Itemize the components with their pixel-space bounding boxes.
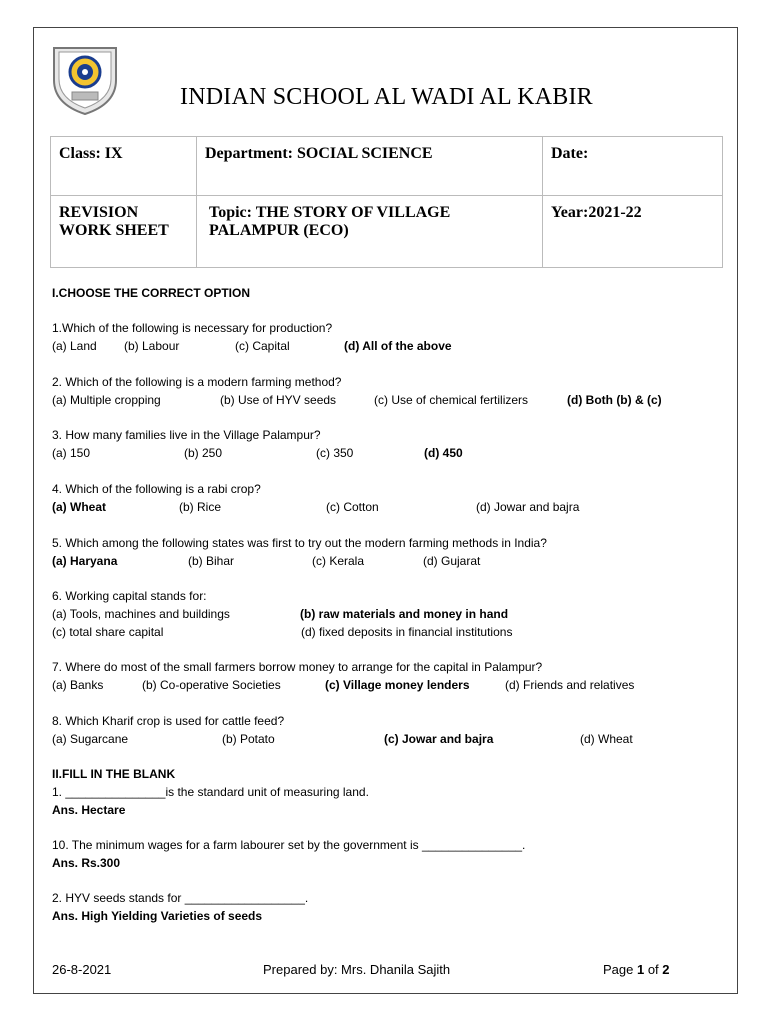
q3-option-b: (b) 250 <box>184 446 223 460</box>
q5-option-c: (c) Kerala <box>312 554 365 568</box>
section2-title: II.FILL IN THE BLANK <box>52 767 176 781</box>
footer-prepared-by: Prepared by: Mrs. Dhanila Sajith <box>263 962 451 977</box>
class-cell: Class: IX <box>51 137 197 196</box>
school-crest-logo <box>48 42 122 116</box>
q1-option-a: (a) Land <box>52 339 97 353</box>
q5-option-d: (d) Gujarat <box>423 554 481 568</box>
fill1-question: 1. _______________is the standard unit of measuring land. <box>52 785 369 799</box>
q4-option-b: (b) Rice <box>179 500 222 514</box>
q8-option-d: (d) Wheat <box>580 732 633 746</box>
worksheet-cell: REVISION WORK SHEET <box>51 196 197 268</box>
header-table <box>50 136 723 268</box>
date-cell: Date: <box>543 137 723 196</box>
q1-option-b: (b) Labour <box>124 339 180 353</box>
department-cell: Department: SOCIAL SCIENCE <box>197 137 543 196</box>
q3-option-c: (c) 350 <box>316 446 354 460</box>
q5-option-b: (b) Bihar <box>188 554 235 568</box>
topic-cell: Topic: THE STORY OF VILLAGE PALAMPUR (ECO) <box>197 196 543 268</box>
q3-option-a: (a) 150 <box>52 446 91 460</box>
q7-option-d: (d) Friends and relatives <box>505 678 635 692</box>
q2-option-d: (d) Both (b) & (c) <box>567 393 662 407</box>
page-mid: of <box>644 962 663 977</box>
q7-option-b: (b) Co-operative Societies <box>142 678 281 692</box>
q7-option-a: (a) Banks <box>52 678 104 692</box>
q1-option-c: (c) Capital <box>235 339 290 353</box>
q8-option-b: (b) Potato <box>222 732 275 746</box>
fill3-question: 2. HYV seeds stands for __________________. <box>52 891 309 905</box>
page-current: 1 <box>636 962 645 977</box>
q6-option-c: (c) total share capital <box>52 625 164 639</box>
q7-option-c: (c) Village money lenders <box>325 678 470 692</box>
q4-option-a: (a) Wheat <box>52 500 106 514</box>
q6-option-d: (d) fixed deposits in financial institutions <box>301 625 513 639</box>
fill2-question: 10. The minimum wages for a farm labourer set by the government is _______________. <box>52 838 526 852</box>
q2-question: 2. Which of the following is a modern farming method? <box>52 375 342 389</box>
q6-option-a: (a) Tools, machines and buildings <box>52 607 230 621</box>
q2-option-b: (b) Use of HYV seeds <box>220 393 337 407</box>
year-cell: Year:2021-22 <box>543 196 723 268</box>
q6-option-b: (b) raw materials and money in hand <box>300 607 509 621</box>
q2-option-a: (a) Multiple cropping <box>52 393 161 407</box>
footer-date: 26-8-2021 <box>52 962 112 977</box>
q5-question: 5. Which among the following states was first to try out the modern farming methods in India? <box>52 536 547 550</box>
section1-title: I.CHOOSE THE CORRECT OPTION <box>52 286 251 300</box>
q4-question: 4. Which of the following is a rabi crop? <box>52 482 261 496</box>
q4-option-c: (c) Cotton <box>326 500 379 514</box>
page-total: 2 <box>662 962 670 977</box>
q7-question: 7. Where do most of the small farmers borrow money to arrange for the capital in Palampur? <box>52 660 543 674</box>
q8-question: 8. Which Kharif crop is used for cattle feed? <box>52 714 285 728</box>
q1-question: 1.Which of the following is necessary for production? <box>52 321 333 335</box>
fill3-answer: Ans. High Yielding Varieties of seeds <box>52 909 263 923</box>
q1-option-d: (d) All of the above <box>344 339 452 353</box>
fill1-answer: Ans. Hectare <box>52 803 126 817</box>
q6-question: 6. Working capital stands for: <box>52 589 207 603</box>
footer-page-number <box>603 962 670 977</box>
q2-option-c: (c) Use of chemical fertilizers <box>374 393 529 407</box>
q8-option-a: (a) Sugarcane <box>52 732 129 746</box>
q3-question: 3. How many families live in the Village Palampur? <box>52 428 321 442</box>
fill2-answer: Ans. Rs.300 <box>52 856 121 870</box>
q5-option-a: (a) Haryana <box>52 554 118 568</box>
page-prefix: Page <box>603 962 637 977</box>
q4-option-d: (d) Jowar and bajra <box>476 500 580 514</box>
school-name: INDIAN SCHOOL AL WADI AL KABIR <box>180 84 593 110</box>
q3-option-d: (d) 450 <box>424 446 463 460</box>
q8-option-c: (c) Jowar and bajra <box>384 732 494 746</box>
